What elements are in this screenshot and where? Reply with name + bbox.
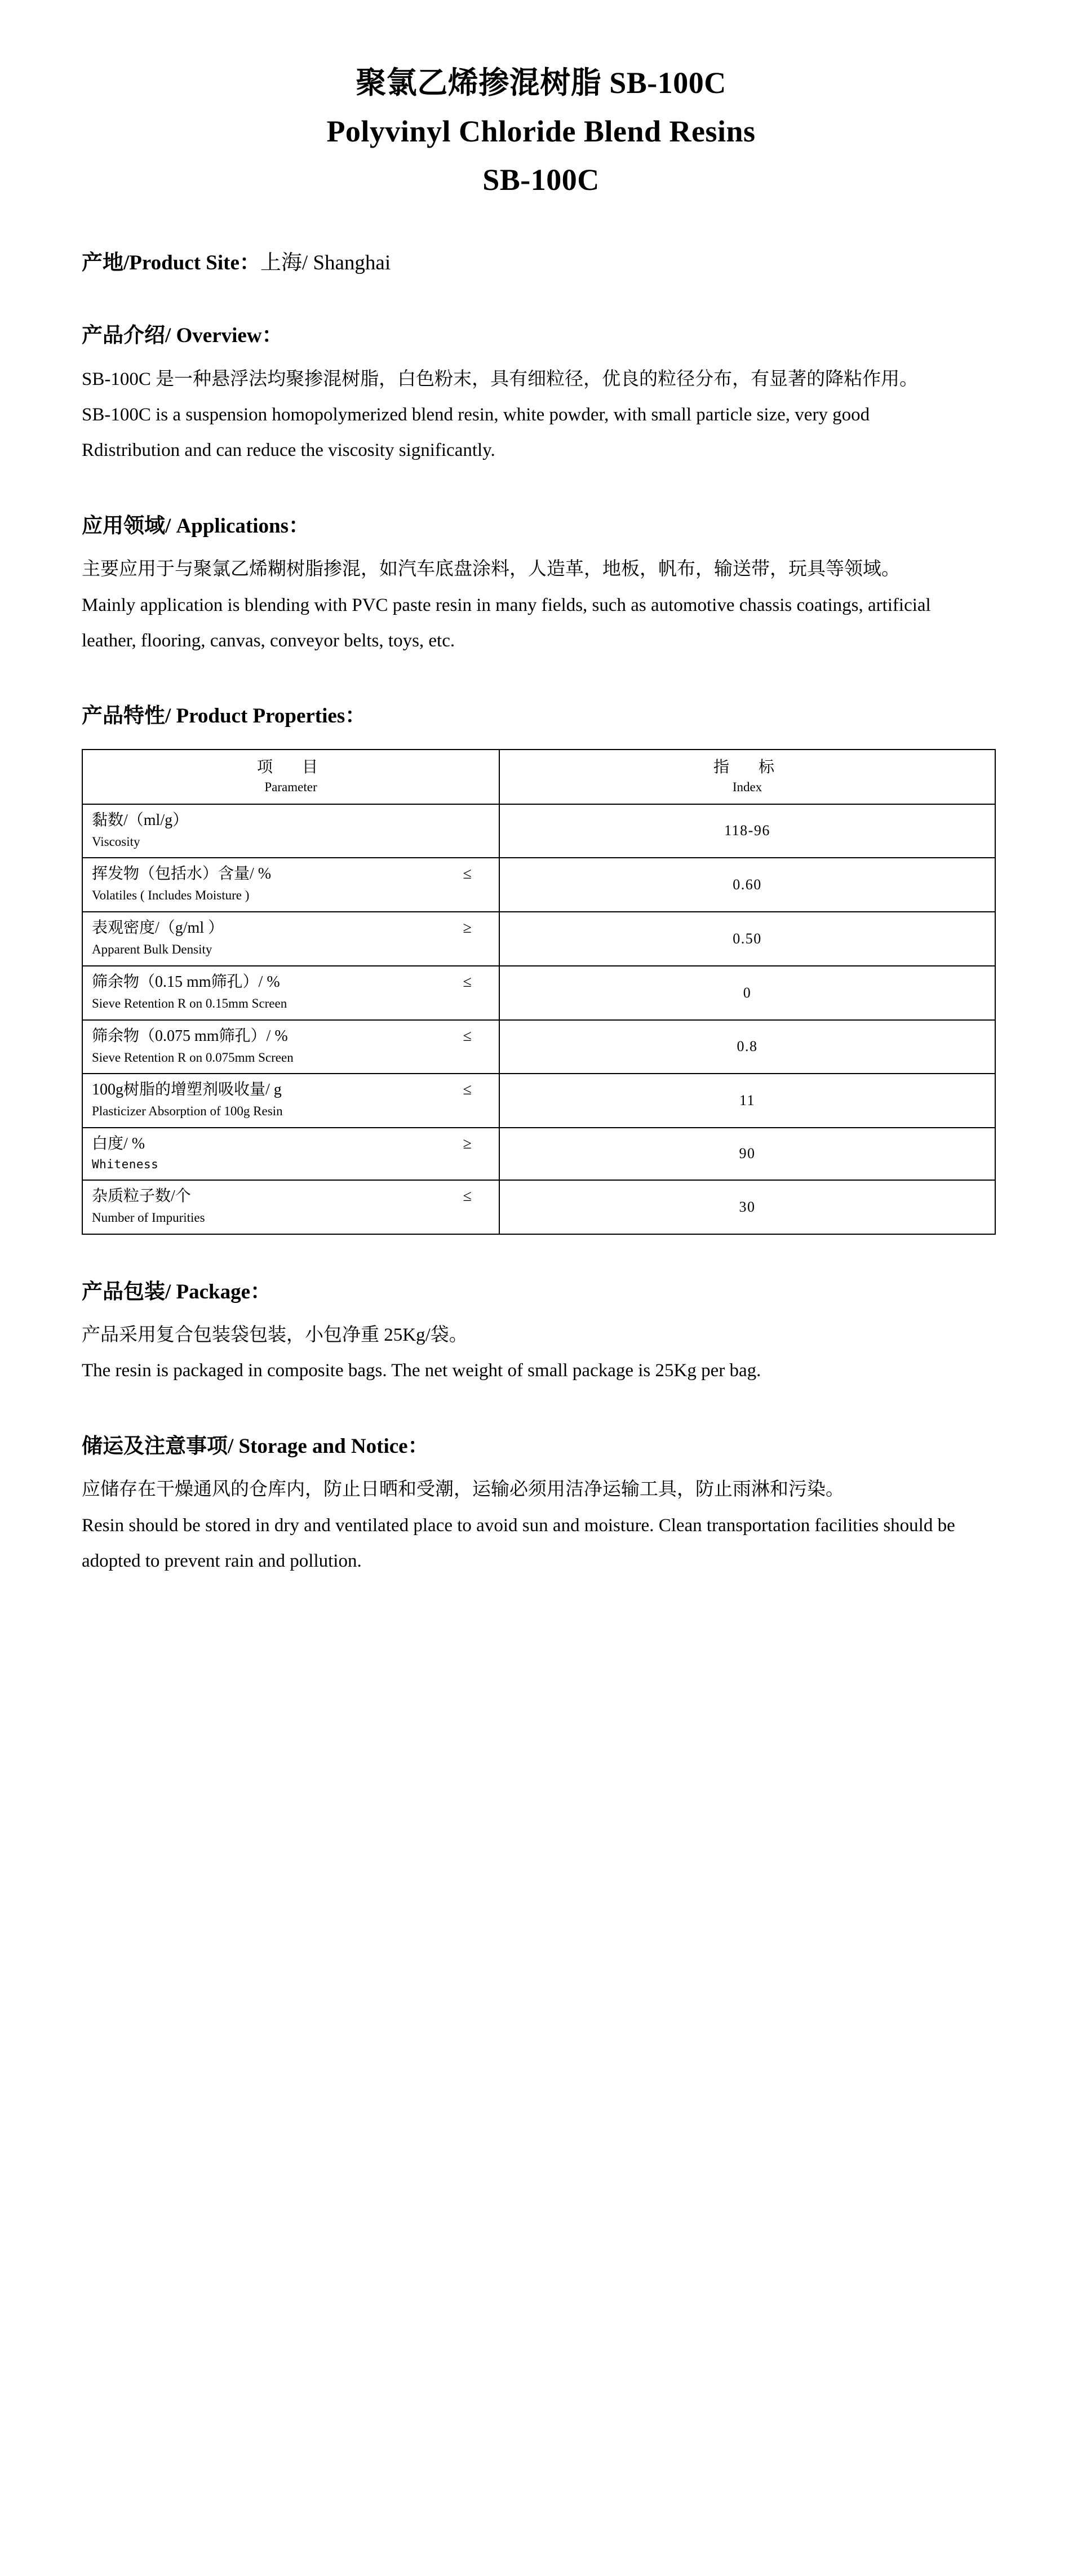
table-row [82, 966, 995, 1020]
table-row [82, 858, 995, 912]
parameter-cell [82, 1020, 499, 1074]
index-cell [499, 1180, 995, 1234]
parameter-operator: ≤ [463, 1187, 472, 1205]
overview-body-chinese: SB-100C 是一种悬浮法均聚掺混树脂，白色粉末，具有细粒径，优良的粒径分布，有显著的降粘作用。 [82, 369, 919, 389]
index-cell [499, 804, 995, 858]
section-product-properties [82, 700, 1000, 1234]
parameter-cell [82, 966, 499, 1020]
parameter-label-en: Sieve Retention R on 0.075mm Screen [92, 1050, 294, 1065]
index-cell [499, 912, 995, 966]
parameter-cell [82, 1180, 499, 1234]
table-row [82, 1128, 995, 1180]
storage-heading: 储运及注意事项/ Storage and Notice： [82, 1434, 429, 1458]
parameter-cell [82, 804, 499, 858]
product-site-separator: / [123, 251, 130, 274]
index-cell [499, 1128, 995, 1180]
table-row [82, 1180, 995, 1234]
parameter-operator: ≤ [463, 973, 472, 991]
product-site-value-separator: / [301, 251, 308, 274]
section-applications [82, 511, 1000, 659]
header-cell-index [499, 750, 995, 804]
parameter-label-en: Volatiles ( Includes Moisture ) [92, 888, 250, 903]
product-site-line [82, 247, 1000, 279]
document-title-block [82, 0, 1000, 200]
parameter-label-en: Viscosity [92, 834, 140, 849]
header-index-cn: 指 标 [713, 758, 781, 776]
title-english: Polyvinyl Chloride Blend Resins [326, 114, 756, 149]
index-cell [499, 858, 995, 912]
parameter-cell [82, 858, 499, 912]
properties-table-wrapper [82, 749, 1000, 1235]
applications-heading: 应用领域/ Applications： [82, 514, 309, 538]
index-cell [499, 1074, 995, 1128]
parameter-label-cn: 黏数/（ml/g） [92, 811, 189, 829]
parameter-operator: ≤ [463, 1081, 472, 1099]
package-body-english: The resin is packaged in composite bags. The net weight of small package is 25Kg per bag. [82, 1360, 761, 1381]
parameter-label-cn: 100g树脂的增塑剂吸收量/ g [92, 1081, 282, 1099]
parameter-label-cn: 挥发物（包括水）含量/ % [92, 865, 272, 883]
header-parameter-cn: 项 目 [256, 758, 325, 776]
index-value: 118-96 [724, 822, 770, 839]
parameter-cell [82, 1074, 499, 1128]
overview-heading: 产品介绍/ Overview： [82, 324, 283, 348]
storage-body-chinese: 应储存在干燥通风的仓库内，防止日晒和受潮，运输必须用洁净运输工具，防止雨淋和污染。 [82, 1479, 844, 1500]
storage-body-english: Resin should be stored in dry and ventilated place to avoid sun and moisture. Clean transportation facilities should be adopted to prevent rain and pollution. [82, 1515, 955, 1572]
applications-body-chinese: 主要应用于与聚氯乙烯糊树脂掺混，如汽车底盘涂料，人造革，地板，帆布，输送带，玩具等领域。 [82, 559, 900, 580]
table-header-row [82, 750, 995, 804]
parameter-cell [82, 1128, 499, 1180]
parameter-label-cn: 表观密度/（g/ml ） [92, 919, 224, 937]
parameter-cell [82, 912, 499, 966]
product-site-colon: ： [239, 251, 260, 274]
table-row [82, 1020, 995, 1074]
header-parameter-en: Parameter [264, 779, 317, 794]
section-package [82, 1276, 1000, 1389]
header-index-en: Index [732, 779, 762, 794]
properties-heading: 产品特性/ Product Properties： [82, 704, 366, 728]
index-value: 0.8 [737, 1038, 758, 1055]
overview-body-english: SB-100C is a suspension homopolymerized blend resin, white powder, with small particle size, very good Rdistribution and can reduce the viscosity significantly. [82, 404, 870, 461]
index-cell [499, 966, 995, 1020]
parameter-label-cn: 白度/ % [92, 1134, 145, 1152]
section-overview [82, 320, 1000, 469]
product-site-value-cn: 上海 [260, 251, 302, 274]
header-cell-parameter [82, 750, 499, 804]
parameter-operator: ≥ [463, 919, 472, 937]
table-row [82, 1074, 995, 1128]
parameter-label-en: Whiteness [92, 1158, 159, 1172]
properties-table-body [82, 750, 995, 1234]
parameter-operator: ≥ [463, 1134, 472, 1152]
title-chinese: 聚氯乙烯掺混树脂 SB-100C [356, 66, 726, 100]
index-value: 0 [743, 984, 752, 1001]
table-row [82, 912, 995, 966]
index-value: 11 [739, 1092, 756, 1109]
parameter-label-en: Plasticizer Absorption of 100g Resin [92, 1104, 283, 1119]
table-row [82, 804, 995, 858]
properties-table [82, 749, 996, 1235]
parameter-label-en: Number of Impurities [92, 1210, 205, 1225]
index-value: 30 [739, 1198, 756, 1215]
parameter-operator: ≤ [463, 865, 472, 883]
index-value: 0.60 [733, 876, 762, 893]
product-site-label-cn: 产地 [82, 251, 123, 274]
section-storage-notice [82, 1431, 1000, 1580]
parameter-label-en: Apparent Bulk Density [92, 942, 212, 957]
parameter-label-en: Sieve Retention R on 0.15mm Screen [92, 996, 287, 1010]
index-value: 90 [739, 1145, 756, 1162]
index-cell [499, 1020, 995, 1074]
applications-body-english: Mainly application is blending with PVC paste resin in many fields, such as automotive chassis coatings, artificial leather, flooring, canvas, conveyor belts, toys, etc. [82, 595, 931, 651]
parameter-label-cn: 筛余物（0.15 mm筛孔）/ % [92, 973, 280, 991]
title-product-code: SB-100C [482, 163, 600, 197]
package-heading: 产品包装/ Package： [82, 1280, 272, 1303]
product-site-label-en: Product Site [129, 251, 240, 274]
index-value: 0.50 [733, 930, 762, 947]
parameter-label-cn: 筛余物（0.075 mm筛孔）/ % [92, 1027, 288, 1045]
product-site-value-en: Shanghai [313, 251, 391, 274]
package-body-chinese: 产品采用复合包装袋包装，小包净重 25Kg/袋。 [82, 1325, 468, 1346]
parameter-operator: ≤ [463, 1027, 472, 1045]
parameter-label-cn: 杂质粒子数/个 [92, 1187, 191, 1205]
